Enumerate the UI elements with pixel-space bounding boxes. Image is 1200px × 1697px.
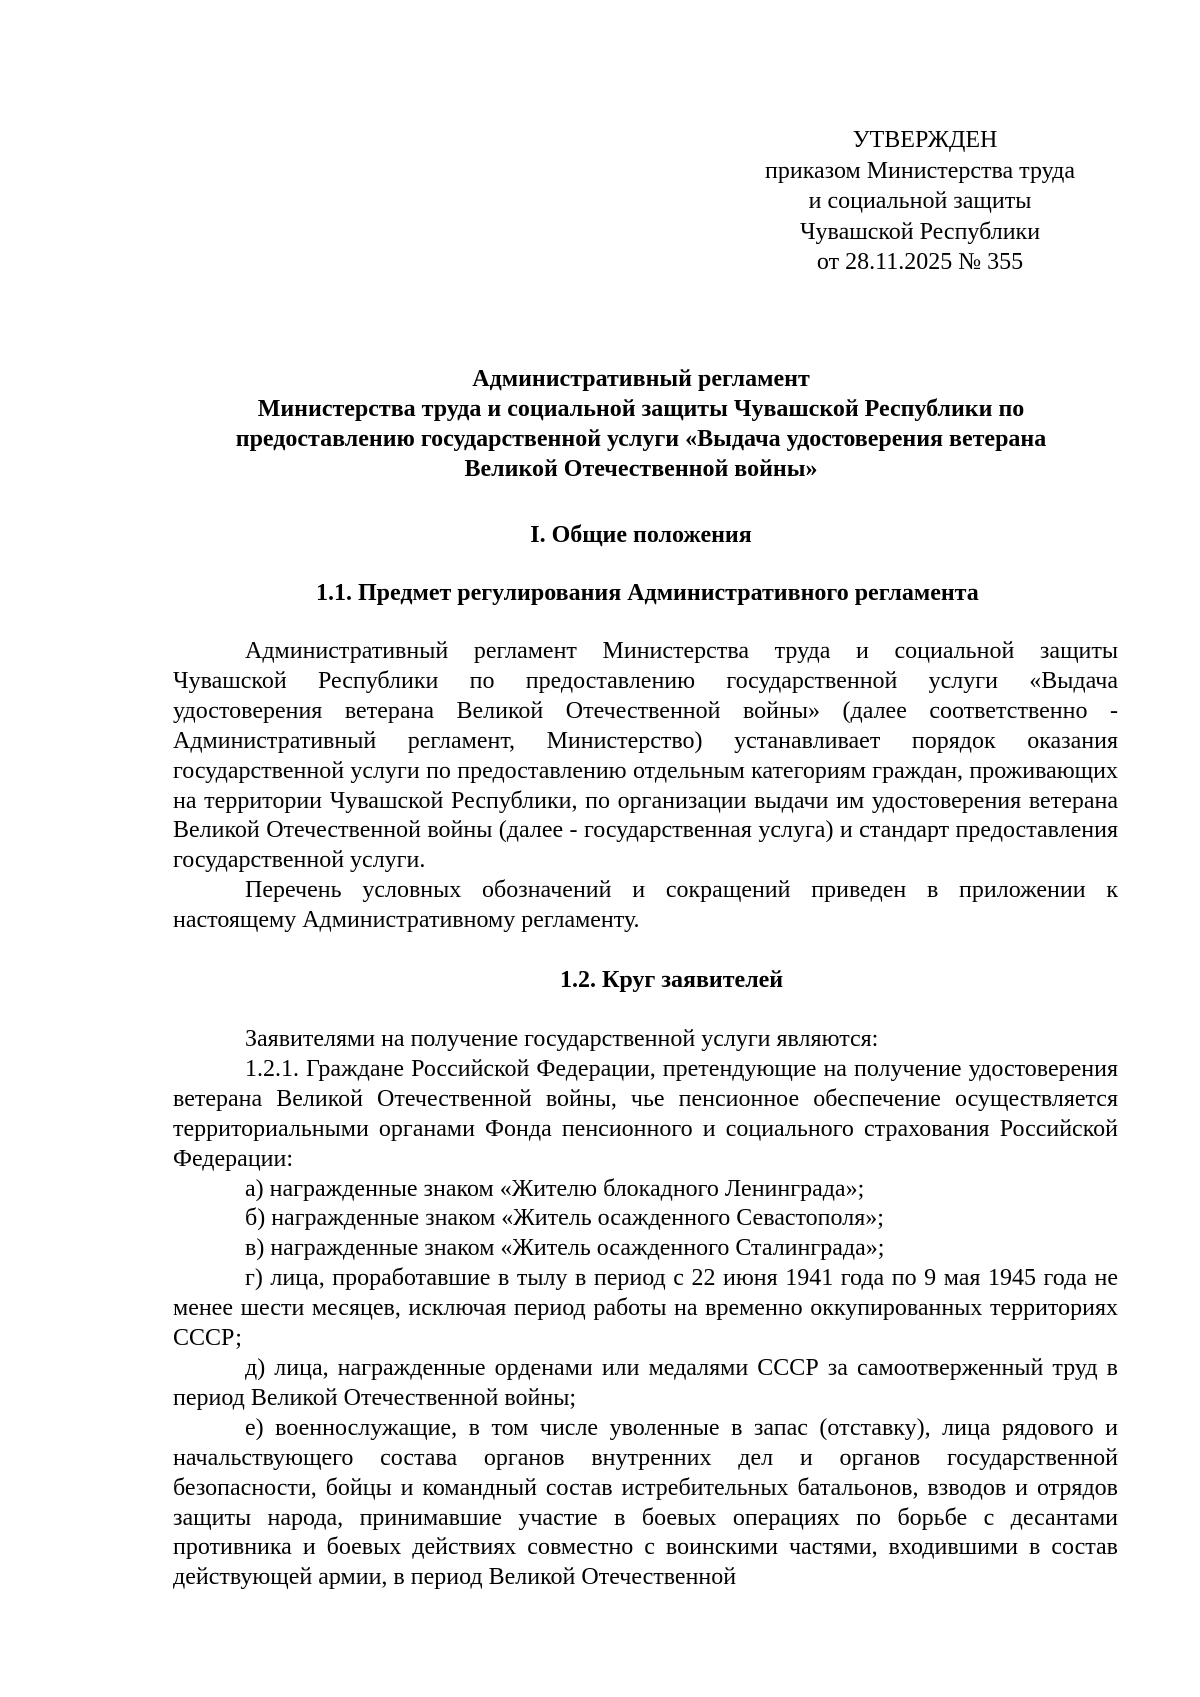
title-line-2: Министерства труда и социальной защиты Чувашской Республики по — [257, 396, 1025, 422]
approval-ministry-line: и социальной защиты — [808, 188, 1032, 214]
document-title — [170, 364, 1112, 484]
list-item: е) военнослужащие, в том числе уволенные в запас (отставку), лица рядового и начальствующего состава органов внутренних дел и органов государственной безопасности, бойцы и командный состав истребительных батальонов, взводов и отрядов защиты народа, принимавшие участие в боевых операциях по борьбе с десантами противника и боевых действиях совместно с воинскими частями, входившими в состав действующей армии, в период Великой Отечественной — [173, 1414, 1118, 1591]
approval-stamp — [700, 125, 1140, 278]
title-line-3: предоставлению государственной услуги «Выдача удостоверения ветерана — [235, 426, 1047, 452]
list-item: г) лица, проработавшие в тылу в период с 22 июня 1941 года по 9 мая 1945 года не менее шести месяцев, исключая период работы на временно оккупированных территориях СССР; — [173, 1265, 1118, 1352]
subsection-heading-1-2: 1.2. Круг заявителей — [560, 967, 784, 993]
approval-heading: УТВЕРЖДЕН — [852, 127, 998, 153]
title-line-1: Административный регламент — [472, 366, 810, 392]
approval-order-line: приказом Министерства труда — [765, 157, 1075, 184]
paragraph: Административный регламент Министерства труда и социальной защиты Чувашской Республики по предоставлению государственной услуги «Выдача удостоверения ветерана Великой Отечественной войны» (далее соответственно - Административный регламент, Министерство) устанавливает порядок оказания государственной услуги по предоставлению отдельным категориям граждан, проживающих на территории Чувашской Республики, по организации выдачи им удостоверения ветерана Великой Отечественной войны (далее - государственная услуга) и стандарт предоставления государственной услуги. — [173, 638, 1118, 874]
list-item: д) лица, награжденные орденами или медалями СССР за самоотверженный труд в период Великой Отечественной войны; — [173, 1354, 1118, 1411]
paragraph: Заявителями на получение государственной услуги являются: — [245, 1026, 879, 1052]
section-heading: I. Общие положения — [530, 522, 752, 548]
approval-republic-line: Чувашской Республики — [799, 218, 1041, 245]
paragraph: Перечень условных обозначений и сокращений приведен в приложении к настоящему Административному регламенту. — [173, 877, 1118, 934]
subsection-heading-1-1: 1.1. Предмет регулирования Административного регламента — [316, 580, 979, 606]
list-item: б) награжденные знаком «Житель осажденного Севастополя»; — [245, 1205, 884, 1232]
title-line-4: Великой Отечественной войны» — [464, 456, 818, 482]
approval-date-line: от 28.11.2025 № 355 — [816, 249, 1024, 275]
subsection-1-1-body — [173, 637, 1118, 936]
subsection-1-2-body — [173, 1025, 1118, 1593]
list-item: а) награжденные знаком «Жителю блокадного Ленинграда»; — [245, 1175, 865, 1202]
list-item: в) награжденные знаком «Житель осажденного Сталинграда»; — [245, 1235, 885, 1262]
paragraph: 1.2.1. Граждане Российской Федерации, претендующие на получение удостоверения ветерана Великой Отечественной войны, чье пенсионное обеспечение осуществляется территориальными органами Фонда пенсионного и социального страхования Российской Федерации: — [173, 1055, 1118, 1172]
